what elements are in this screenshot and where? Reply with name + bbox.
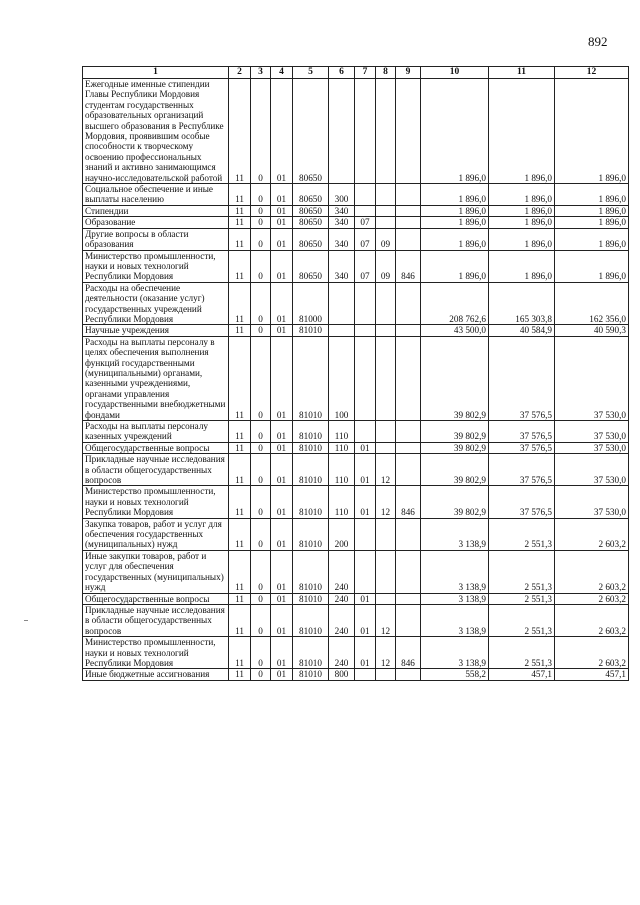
table-row xyxy=(83,205,629,216)
code-3: 0 xyxy=(251,79,271,184)
value-12: 2 603,2 xyxy=(555,518,629,550)
col-header: 4 xyxy=(271,67,293,79)
code-2: 11 xyxy=(229,250,251,282)
code-3: 0 xyxy=(251,454,271,486)
value-10: 1 896,0 xyxy=(421,228,489,250)
code-5: 80650 xyxy=(293,217,329,228)
code-7 xyxy=(355,325,376,336)
row-name: Другие вопросы в области образования xyxy=(83,228,229,250)
code-7 xyxy=(355,205,376,216)
code-3: 0 xyxy=(251,205,271,216)
row-name: Расходы на выплаты персоналу в целях обеспечения выполнения функций государственными (муниципальными) органами, казенными учреждениями, органами управления государственными внебюджетными фондами xyxy=(83,336,229,420)
code-7: 07 xyxy=(355,217,376,228)
code-6: 110 xyxy=(329,442,355,453)
code-9: 846 xyxy=(396,250,421,282)
code-2: 11 xyxy=(229,282,251,325)
value-12: 37 530,0 xyxy=(555,442,629,453)
value-12: 37 530,0 xyxy=(555,486,629,518)
table-row xyxy=(83,282,629,325)
code-5: 81010 xyxy=(293,454,329,486)
row-name: Иные бюджетные ассигнования xyxy=(83,669,229,680)
code-8 xyxy=(376,518,396,550)
row-name: Образование xyxy=(83,217,229,228)
value-10: 1 896,0 xyxy=(421,250,489,282)
code-7: 01 xyxy=(355,604,376,636)
code-2: 11 xyxy=(229,454,251,486)
value-12: 2 603,2 xyxy=(555,593,629,604)
value-11: 1 896,0 xyxy=(489,205,555,216)
value-10: 39 802,9 xyxy=(421,486,489,518)
code-8: 09 xyxy=(376,250,396,282)
code-7 xyxy=(355,336,376,420)
code-6: 340 xyxy=(329,217,355,228)
code-6: 340 xyxy=(329,250,355,282)
code-9 xyxy=(396,336,421,420)
code-5: 80650 xyxy=(293,205,329,216)
code-3: 0 xyxy=(251,669,271,680)
code-7: 01 xyxy=(355,486,376,518)
code-4: 01 xyxy=(271,518,293,550)
code-6: 100 xyxy=(329,336,355,420)
code-2: 11 xyxy=(229,421,251,443)
code-9 xyxy=(396,421,421,443)
code-7: 01 xyxy=(355,454,376,486)
row-name: Расходы на обеспечение деятельности (оказание услуг) государственных учреждений Республики Мордовия xyxy=(83,282,229,325)
table-row xyxy=(83,336,629,420)
code-9 xyxy=(396,518,421,550)
code-2: 11 xyxy=(229,217,251,228)
row-name: Министерство промышленности, науки и новых технологий Республики Мордовия xyxy=(83,486,229,518)
code-8 xyxy=(376,442,396,453)
value-12: 1 896,0 xyxy=(555,217,629,228)
table-row xyxy=(83,604,629,636)
code-3: 0 xyxy=(251,421,271,443)
code-4: 01 xyxy=(271,593,293,604)
value-11: 37 576,5 xyxy=(489,442,555,453)
value-10: 1 896,0 xyxy=(421,217,489,228)
value-11: 1 896,0 xyxy=(489,228,555,250)
value-12: 2 603,2 xyxy=(555,550,629,593)
table-row xyxy=(83,217,629,228)
code-7: 01 xyxy=(355,442,376,453)
table-row xyxy=(83,442,629,453)
code-4: 01 xyxy=(271,228,293,250)
code-9 xyxy=(396,604,421,636)
code-6: 200 xyxy=(329,518,355,550)
value-10: 39 802,9 xyxy=(421,421,489,443)
code-3: 0 xyxy=(251,593,271,604)
page-number: 892 xyxy=(588,34,608,49)
code-2: 11 xyxy=(229,637,251,669)
code-6 xyxy=(329,282,355,325)
value-10: 3 138,9 xyxy=(421,593,489,604)
col-header: 8 xyxy=(376,67,396,79)
code-8: 12 xyxy=(376,637,396,669)
code-8 xyxy=(376,550,396,593)
col-header: 3 xyxy=(251,67,271,79)
code-9 xyxy=(396,442,421,453)
row-name: Прикладные научные исследования в области общегосударственных вопросов xyxy=(83,454,229,486)
value-10: 3 138,9 xyxy=(421,550,489,593)
code-7 xyxy=(355,282,376,325)
code-3: 0 xyxy=(251,442,271,453)
code-8: 12 xyxy=(376,486,396,518)
code-8 xyxy=(376,205,396,216)
budget-table xyxy=(82,66,629,681)
code-5: 81010 xyxy=(293,593,329,604)
code-9 xyxy=(396,550,421,593)
code-5: 80650 xyxy=(293,228,329,250)
code-3: 0 xyxy=(251,550,271,593)
value-12: 1 896,0 xyxy=(555,205,629,216)
code-2: 11 xyxy=(229,184,251,206)
row-name: Ежегодные именные стипендии Главы Республики Мордовия студентам государственных образовательных организаций высшего образования в Республике Мордовия, проявившим особые способности к творческому освоению профессиональных знаний и активно занимающимся научно-исследовательской работой xyxy=(83,79,229,184)
code-4: 01 xyxy=(271,217,293,228)
code-9 xyxy=(396,282,421,325)
table-row xyxy=(83,454,629,486)
code-9 xyxy=(396,184,421,206)
code-2: 11 xyxy=(229,325,251,336)
code-5: 81010 xyxy=(293,325,329,336)
code-3: 0 xyxy=(251,637,271,669)
code-6: 800 xyxy=(329,669,355,680)
row-name: Прикладные научные исследования в области общегосударственных вопросов xyxy=(83,604,229,636)
code-6 xyxy=(329,325,355,336)
col-header: 7 xyxy=(355,67,376,79)
code-6: 240 xyxy=(329,593,355,604)
value-11: 37 576,5 xyxy=(489,421,555,443)
row-name: Общегосударственные вопросы xyxy=(83,593,229,604)
code-9: 846 xyxy=(396,637,421,669)
code-9 xyxy=(396,669,421,680)
code-8 xyxy=(376,79,396,184)
value-10: 3 138,9 xyxy=(421,637,489,669)
table-row xyxy=(83,325,629,336)
code-4: 01 xyxy=(271,550,293,593)
value-11: 1 896,0 xyxy=(489,217,555,228)
code-3: 0 xyxy=(251,217,271,228)
value-11: 40 584,9 xyxy=(489,325,555,336)
value-10: 3 138,9 xyxy=(421,604,489,636)
table-row xyxy=(83,593,629,604)
value-11: 457,1 xyxy=(489,669,555,680)
code-5: 81010 xyxy=(293,604,329,636)
code-6: 240 xyxy=(329,637,355,669)
code-2: 11 xyxy=(229,518,251,550)
code-4: 01 xyxy=(271,604,293,636)
code-2: 11 xyxy=(229,205,251,216)
row-name: Общегосударственные вопросы xyxy=(83,442,229,453)
code-6: 300 xyxy=(329,184,355,206)
table-row xyxy=(83,669,629,680)
code-3: 0 xyxy=(251,282,271,325)
value-11: 1 896,0 xyxy=(489,79,555,184)
code-6: 240 xyxy=(329,550,355,593)
code-3: 0 xyxy=(251,228,271,250)
value-11: 165 303,8 xyxy=(489,282,555,325)
code-4: 01 xyxy=(271,205,293,216)
code-2: 11 xyxy=(229,486,251,518)
code-9 xyxy=(396,217,421,228)
row-name: Иные закупки товаров, работ и услуг для обеспечения государственных (муниципальных) нужд xyxy=(83,550,229,593)
value-12: 40 590,3 xyxy=(555,325,629,336)
code-3: 0 xyxy=(251,184,271,206)
code-8 xyxy=(376,217,396,228)
code-4: 01 xyxy=(271,250,293,282)
value-12: 37 530,0 xyxy=(555,336,629,420)
table-row xyxy=(83,486,629,518)
code-7 xyxy=(355,421,376,443)
value-12: 1 896,0 xyxy=(555,228,629,250)
value-10: 208 762,6 xyxy=(421,282,489,325)
table-row xyxy=(83,550,629,593)
row-name: Социальное обеспечение и иные выплаты населению xyxy=(83,184,229,206)
code-6 xyxy=(329,79,355,184)
value-11: 2 551,3 xyxy=(489,518,555,550)
code-5: 81010 xyxy=(293,421,329,443)
code-8 xyxy=(376,325,396,336)
code-2: 11 xyxy=(229,669,251,680)
code-2: 11 xyxy=(229,550,251,593)
code-7 xyxy=(355,550,376,593)
code-3: 0 xyxy=(251,336,271,420)
col-header: 5 xyxy=(293,67,329,79)
code-5: 81010 xyxy=(293,550,329,593)
code-7 xyxy=(355,518,376,550)
value-10: 1 896,0 xyxy=(421,184,489,206)
value-12: 162 356,0 xyxy=(555,282,629,325)
code-7: 01 xyxy=(355,593,376,604)
value-10: 39 802,9 xyxy=(421,442,489,453)
code-3: 0 xyxy=(251,486,271,518)
value-10: 1 896,0 xyxy=(421,79,489,184)
col-header: 2 xyxy=(229,67,251,79)
value-11: 1 896,0 xyxy=(489,250,555,282)
col-header: 6 xyxy=(329,67,355,79)
code-7 xyxy=(355,184,376,206)
code-9 xyxy=(396,205,421,216)
table-row xyxy=(83,79,629,184)
value-10: 558,2 xyxy=(421,669,489,680)
value-12: 37 530,0 xyxy=(555,454,629,486)
code-5: 81010 xyxy=(293,336,329,420)
code-2: 11 xyxy=(229,604,251,636)
code-4: 01 xyxy=(271,325,293,336)
code-6: 110 xyxy=(329,421,355,443)
code-9 xyxy=(396,325,421,336)
row-name: Министерство промышленности, науки и новых технологий Республики Мордовия xyxy=(83,250,229,282)
row-name: Научные учреждения xyxy=(83,325,229,336)
value-12: 37 530,0 xyxy=(555,421,629,443)
code-8 xyxy=(376,282,396,325)
value-10: 3 138,9 xyxy=(421,518,489,550)
row-name: Стипендии xyxy=(83,205,229,216)
code-9 xyxy=(396,593,421,604)
code-5: 80650 xyxy=(293,79,329,184)
value-10: 39 802,9 xyxy=(421,336,489,420)
table-row xyxy=(83,228,629,250)
value-11: 1 896,0 xyxy=(489,184,555,206)
code-7: 07 xyxy=(355,250,376,282)
code-7 xyxy=(355,669,376,680)
row-name: Министерство промышленности, науки и новых технологий Республики Мордовия xyxy=(83,637,229,669)
value-11: 2 551,3 xyxy=(489,593,555,604)
code-8 xyxy=(376,593,396,604)
code-2: 11 xyxy=(229,79,251,184)
code-6: 110 xyxy=(329,454,355,486)
value-12: 457,1 xyxy=(555,669,629,680)
code-5: 81010 xyxy=(293,518,329,550)
value-12: 1 896,0 xyxy=(555,250,629,282)
code-9: 846 xyxy=(396,486,421,518)
value-11: 37 576,5 xyxy=(489,336,555,420)
value-12: 2 603,2 xyxy=(555,604,629,636)
code-8 xyxy=(376,421,396,443)
code-9 xyxy=(396,79,421,184)
value-12: 2 603,2 xyxy=(555,637,629,669)
table-row xyxy=(83,184,629,206)
code-7: 07 xyxy=(355,228,376,250)
code-4: 01 xyxy=(271,442,293,453)
code-9 xyxy=(396,228,421,250)
code-4: 01 xyxy=(271,282,293,325)
col-header: 12 xyxy=(555,67,629,79)
code-6: 240 xyxy=(329,604,355,636)
code-2: 11 xyxy=(229,336,251,420)
code-4: 01 xyxy=(271,486,293,518)
header-row xyxy=(83,67,629,79)
code-3: 0 xyxy=(251,250,271,282)
value-10: 39 802,9 xyxy=(421,454,489,486)
col-header: 11 xyxy=(489,67,555,79)
table-body xyxy=(83,79,629,681)
value-10: 43 500,0 xyxy=(421,325,489,336)
value-11: 37 576,5 xyxy=(489,454,555,486)
row-name: Расходы на выплаты персоналу казенных учреждений xyxy=(83,421,229,443)
code-4: 01 xyxy=(271,79,293,184)
code-4: 01 xyxy=(271,336,293,420)
code-2: 11 xyxy=(229,593,251,604)
value-11: 2 551,3 xyxy=(489,550,555,593)
code-6: 340 xyxy=(329,228,355,250)
code-5: 81010 xyxy=(293,637,329,669)
value-12: 1 896,0 xyxy=(555,79,629,184)
code-5: 81010 xyxy=(293,442,329,453)
code-8: 12 xyxy=(376,604,396,636)
code-5: 81000 xyxy=(293,282,329,325)
row-name: Закупка товаров, работ и услуг для обеспечения государственных (муниципальных) нужд xyxy=(83,518,229,550)
code-3: 0 xyxy=(251,604,271,636)
code-8: 12 xyxy=(376,454,396,486)
code-5: 81010 xyxy=(293,669,329,680)
code-8 xyxy=(376,336,396,420)
table-row xyxy=(83,421,629,443)
col-header: 9 xyxy=(396,67,421,79)
code-8 xyxy=(376,669,396,680)
code-8 xyxy=(376,184,396,206)
scan-mark xyxy=(24,620,28,621)
table-row xyxy=(83,250,629,282)
value-10: 1 896,0 xyxy=(421,205,489,216)
table-row xyxy=(83,518,629,550)
code-3: 0 xyxy=(251,518,271,550)
code-5: 81010 xyxy=(293,486,329,518)
code-2: 11 xyxy=(229,442,251,453)
value-12: 1 896,0 xyxy=(555,184,629,206)
col-header: 10 xyxy=(421,67,489,79)
code-4: 01 xyxy=(271,454,293,486)
value-11: 2 551,3 xyxy=(489,637,555,669)
code-5: 80650 xyxy=(293,184,329,206)
code-9 xyxy=(396,454,421,486)
code-5: 80650 xyxy=(293,250,329,282)
value-11: 2 551,3 xyxy=(489,604,555,636)
code-7: 01 xyxy=(355,637,376,669)
table-row xyxy=(83,637,629,669)
code-4: 01 xyxy=(271,184,293,206)
value-11: 37 576,5 xyxy=(489,486,555,518)
code-3: 0 xyxy=(251,325,271,336)
code-2: 11 xyxy=(229,228,251,250)
code-8: 09 xyxy=(376,228,396,250)
code-7 xyxy=(355,79,376,184)
code-4: 01 xyxy=(271,421,293,443)
code-6: 110 xyxy=(329,486,355,518)
col-header: 1 xyxy=(83,67,229,79)
code-4: 01 xyxy=(271,637,293,669)
code-6: 340 xyxy=(329,205,355,216)
code-4: 01 xyxy=(271,669,293,680)
